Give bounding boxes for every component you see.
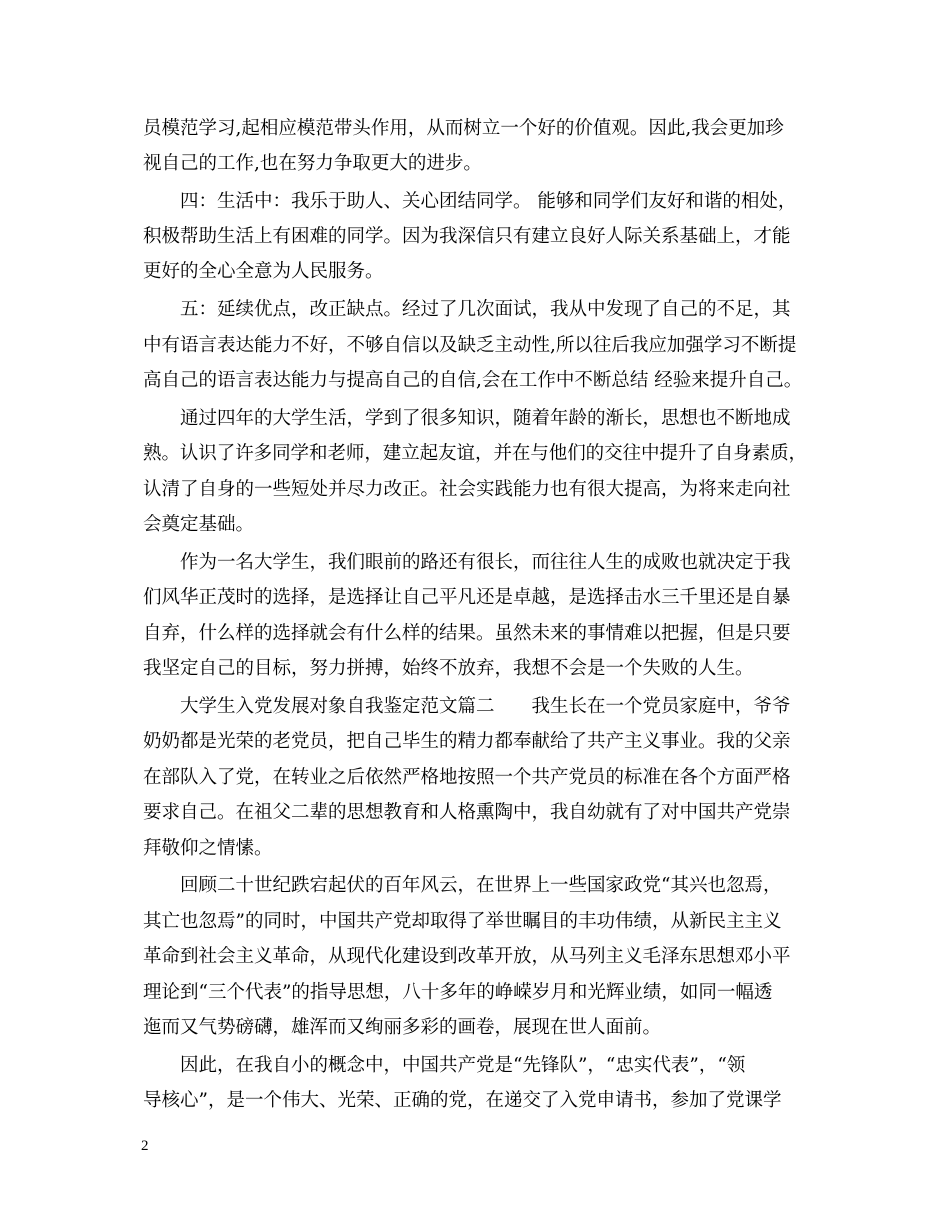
paragraph-line: 更好的全心全意为人民服务。 [143, 261, 384, 282]
paragraph-line: 导核心”，是一个伟大、光荣、正确的党，在递交了入党申请书，参加了党课学 [143, 1090, 782, 1111]
paragraph-line: 其亡也忽焉”的同时，中国共产党却取得了举世瞩目的丰功伟绩，从新民主主义 [143, 911, 782, 932]
paragraph-line: 会奠定基础。 [143, 514, 255, 535]
paragraph-line: 五：延续优点，改正缺点。经过了几次面试，我从中发现了自己的不足，其 [180, 299, 791, 320]
paragraph-line: 视自己的工作,也在努力争取更大的进步。 [143, 153, 482, 174]
paragraph-line: 要求自己。在祖父二辈的思想教育和人格熏陶中，我自幼就有了对中国共产党崇 [143, 802, 791, 823]
paragraph-line: 我坚定自己的目标，努力拼搏，始终不放弃，我想不会是一个失败的人生。 [143, 658, 754, 679]
paragraph-line: 理论到“三个代表”的指导思想，八十多年的峥嵘岁月和光辉业绩，如同一幅透 [143, 982, 773, 1003]
paragraph-line: 在部队入了党，在转业之后依然严格地按照一个共产党员的标准在各个方面严格 [143, 767, 791, 788]
paragraph-line: 奶奶都是光荣的老党员，把自己毕生的精力都奉献给了共产主义事业。我的父亲 [143, 731, 791, 752]
paragraph-line: 高自己的语言表达能力与提高自己的自信,会在工作中不断总结 经验来提升自己。 [143, 370, 803, 391]
paragraph-line: 拜敬仰之情愫。 [143, 838, 273, 859]
paragraph-line: 大学生入党发展对象自我鉴定范文篇二 我生长在一个党员家庭中，爷爷 [180, 696, 791, 717]
paragraph-line: 熟。认识了许多同学和老师，建立起友谊，并在与他们的交往中提升了自身素质， [143, 443, 808, 464]
paragraph-line: 作为一名大学生，我们眼前的路还有很长，而往往人生的成败也就决定于我 [180, 552, 791, 573]
paragraph-line: 们风华正茂时的选择，是选择让自己平凡还是卓越，是选择击水三千里还是自暴 [143, 587, 791, 608]
paragraph-line: 中有语言表达能力不好，不够自信以及缺乏主动性,所以往后我应加强学习不断提 [143, 335, 797, 356]
paragraph-line: 迤而又气势磅礴，雄浑而又绚丽多彩的画卷，展现在世人面前。 [143, 1017, 662, 1038]
paragraph-line: 通过四年的大学生活，学到了很多知识，随着年龄的渐长，思想也不断地成 [180, 408, 791, 429]
page-number: 2 [141, 1138, 149, 1154]
paragraph-line: 回顾二十世纪跌宕起伏的百年风云，在世界上一些国家政党“其兴也忽焉， [180, 875, 782, 896]
paragraph-line: 自弃，什么样的选择就会有什么样的结果。虽然未来的事情难以把握，但是只要 [143, 623, 791, 644]
paragraph-line: 积极帮助生活上有困难的同学。因为我深信只有建立良好人际关系基础上，才能 [143, 226, 791, 247]
paragraph-line: 因此，在我自小的概念中，中国共产党是“先锋队”，“忠实代表”，“领 [180, 1055, 746, 1076]
paragraph-line: 四：生活中：我乐于助人、关心团结同学。 能够和同学们友好和谐的相处， [180, 191, 797, 212]
paragraph-line: 员模范学习,起相应模范带头作用，从而树立一个好的价值观。因此,我会更加珍 [143, 118, 784, 139]
paragraph-line: 认清了自身的一些短处并尽力改正。社会实践能力也有很大提高，为将来走向社 [143, 479, 791, 500]
paragraph-line: 革命到社会主义革命，从现代化建设到改革开放，从马列主义毛泽东思想邓小平 [143, 946, 791, 967]
